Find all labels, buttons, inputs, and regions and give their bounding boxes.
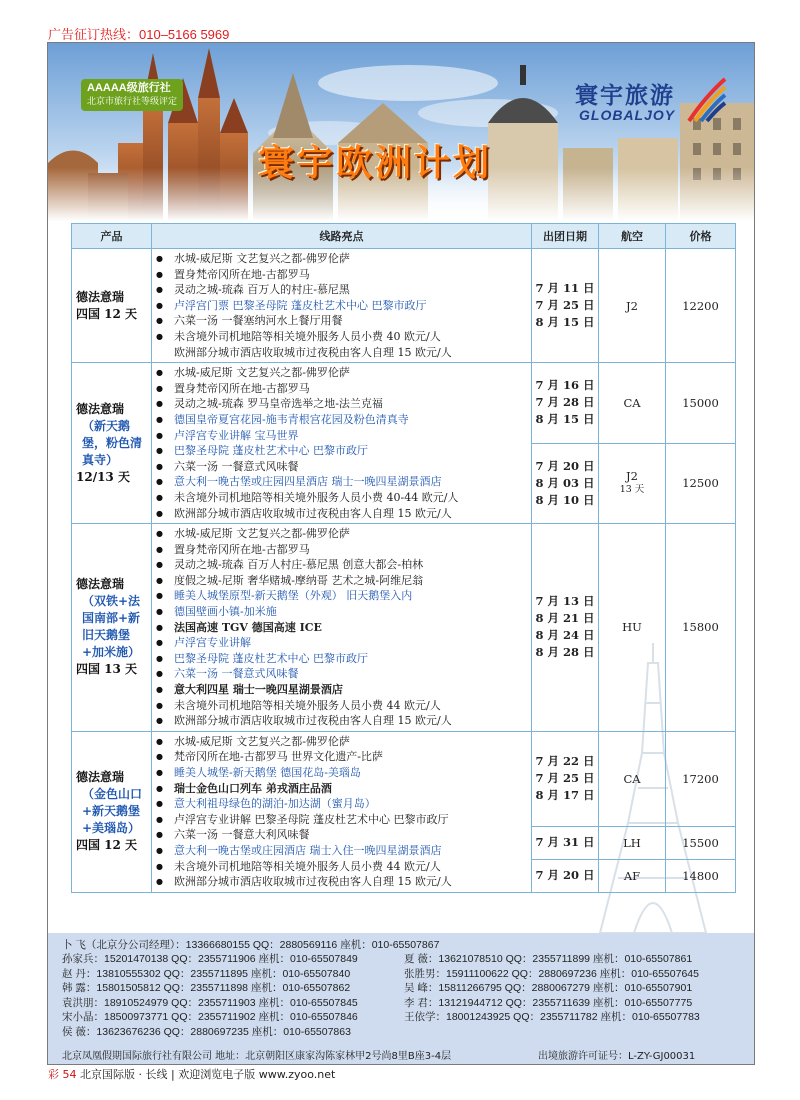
departure-date: 8 月 17 日 bbox=[535, 788, 595, 803]
highlight-text: 未含境外司机地陪等相关境外服务人员小费 40 欧元/人 bbox=[174, 329, 441, 343]
highlight-item bbox=[156, 604, 527, 620]
bullet-icon: ● bbox=[156, 768, 163, 777]
contact-entry: 袁洪朋：18910524979 QQ：2355711903 座机：010-65507845 bbox=[62, 996, 358, 1009]
departure-date: 7 月 13 日 bbox=[535, 594, 595, 609]
highlight-text: 六菜一汤 一餐塞纳河水上餐厅用餐 bbox=[174, 314, 343, 328]
highlight-text: 置身梵帝冈所在地-古都罗马 bbox=[174, 542, 310, 556]
highlight-text: 卢浮宫专业讲解 宝马世界 bbox=[174, 428, 299, 442]
highlight-item bbox=[156, 251, 527, 267]
edition-label: 北京国际版 · 长线 bbox=[80, 1068, 168, 1081]
contact-panel bbox=[48, 933, 754, 1064]
highlight-text: 水城-威尼斯 文艺复兴之都-佛罗伦萨 bbox=[174, 252, 350, 265]
highlight-item bbox=[156, 267, 527, 283]
route-table bbox=[71, 223, 736, 893]
footer-divider: | bbox=[171, 1068, 175, 1081]
highlight-item bbox=[156, 396, 527, 412]
contact-entry: 侯 薇：13623676236 QQ：2880697235 座机：010-65507863 bbox=[62, 1025, 351, 1038]
airline-code: CA bbox=[623, 395, 641, 410]
highlight-item bbox=[156, 329, 527, 345]
price-cell: 12200 bbox=[666, 249, 736, 363]
bullet-icon: ● bbox=[156, 316, 163, 326]
header-product: 产品 bbox=[72, 224, 152, 249]
bullet-icon: ● bbox=[156, 861, 163, 871]
product-duration: 四国 12 天 bbox=[76, 838, 138, 853]
airline-code: HU bbox=[622, 620, 642, 635]
bullet-icon: ● bbox=[156, 508, 163, 518]
highlight-text: 置身梵帝冈所在地-古都罗马 bbox=[174, 267, 310, 281]
departure-date: 8 月 10 日 bbox=[535, 492, 595, 507]
highlight-item bbox=[156, 365, 527, 381]
highlight-item bbox=[156, 859, 527, 875]
highlight-text: 六菜一汤 一餐意式风味餐 bbox=[174, 667, 299, 681]
highlight-text: 灵动之城-琉森 罗马皇帝选举之地-法兰克福 bbox=[174, 397, 383, 411]
highlight-item bbox=[156, 651, 527, 667]
bullet-icon: ● bbox=[156, 782, 163, 793]
highlight-text: 法国高速 TGV 德国高速 ICE bbox=[174, 620, 322, 634]
highlight-text: 未含境外司机地陪等相关境外服务人员小费 40-44 欧元/人 bbox=[174, 490, 459, 504]
highlight-item bbox=[156, 765, 527, 781]
route-row bbox=[72, 731, 736, 826]
highlight-text: 未含境外司机地陪等相关境外服务人员小费 44 欧元/人 bbox=[174, 859, 441, 873]
highlight-text: 卢浮宫门票 巴黎圣母院 蓬皮杜艺术中心 巴黎市政厅 bbox=[174, 298, 427, 312]
product-description: （双铁+法国南部+新旧天鹅堡+加米施） bbox=[82, 594, 141, 660]
highlight-text: 梵帝冈所在地-古都罗马 世界文化遗产-比萨 bbox=[174, 750, 383, 764]
departure-date: 7 月 11 日 bbox=[535, 281, 595, 296]
highlight-text: 欧洲部分城市酒店收取城市过夜税由客人自理 15 欧元/人 bbox=[174, 714, 452, 728]
bullet-icon: ● bbox=[156, 430, 163, 440]
highlight-item bbox=[156, 459, 527, 475]
highlight-item bbox=[156, 412, 527, 428]
bullet-icon: ● bbox=[156, 830, 163, 840]
highlight-item bbox=[156, 345, 527, 361]
price-cell: 15800 bbox=[666, 524, 736, 732]
bullet-icon: ● bbox=[156, 254, 163, 263]
highlight-item bbox=[156, 542, 527, 558]
highlight-text: 灵动之城-琉森 百万人村庄-慕尼黑 创意大都会-柏林 bbox=[174, 558, 424, 572]
price-cell: 17200 bbox=[666, 731, 736, 826]
highlight-text: 卢浮宫专业讲解 巴黎圣母院 蓬皮杜艺术中心 巴黎市政厅 bbox=[174, 812, 449, 826]
bullet-icon: ● bbox=[156, 653, 163, 663]
product-cell bbox=[72, 731, 152, 892]
contact-entry: 宋小晶：18500973771 QQ：2355711902 座机：010-65507846 bbox=[62, 1011, 358, 1023]
aaaaa-agency-badge bbox=[81, 79, 183, 111]
departure-dates-cell bbox=[532, 731, 599, 826]
airline-code: J2 bbox=[626, 469, 638, 484]
airline-code: AF bbox=[623, 868, 641, 883]
highlight-item bbox=[156, 698, 527, 714]
bullet-icon: ● bbox=[156, 877, 163, 887]
bullet-icon: ● bbox=[156, 414, 163, 424]
highlight-text: 未含境外司机地陪等相关境外服务人员小费 44 欧元/人 bbox=[174, 698, 441, 712]
product-cell bbox=[72, 249, 152, 363]
bullet-icon: ● bbox=[156, 716, 163, 726]
highlight-text: 灵动之城-琉森 百万人的村庄-慕尼黑 bbox=[174, 283, 350, 297]
airline-duration-note: 13 天 bbox=[619, 484, 645, 496]
contact-entry: 夏 薇：13621078510 QQ：2355711899 座机：010-65507861 bbox=[404, 953, 693, 965]
highlight-item bbox=[156, 313, 527, 329]
highlight-text: 度假之城-尼斯 奢华赌城-摩纳哥 艺术之城-阿维尼翁 bbox=[174, 573, 424, 587]
bullet-icon: ● bbox=[156, 591, 163, 601]
bullet-icon: ● bbox=[156, 684, 163, 695]
contact-entry: 张胜男：15911100622 QQ：2880697236 座机：010-65507645 bbox=[404, 967, 699, 980]
price-cell: 15000 bbox=[666, 363, 736, 443]
highlight-item bbox=[156, 428, 527, 444]
bullet-icon: ● bbox=[156, 383, 163, 393]
highlight-text: 德国皇帝夏宫花园-施韦青根宫花园及粉色清真寺 bbox=[174, 412, 409, 426]
bullet-icon: ● bbox=[156, 368, 163, 378]
highlight-item bbox=[156, 474, 527, 490]
airline-cell bbox=[599, 249, 666, 363]
departure-dates-cell bbox=[532, 524, 599, 732]
product-cell bbox=[72, 363, 152, 524]
highlight-item bbox=[156, 557, 527, 573]
airline-cell bbox=[599, 524, 666, 732]
airline-code: CA bbox=[623, 771, 641, 786]
departure-date: 7 月 31 日 bbox=[535, 835, 595, 850]
page-footer bbox=[48, 1066, 335, 1082]
airline-code: LH bbox=[623, 835, 641, 850]
table-header-row bbox=[72, 224, 736, 249]
bullet-icon: ● bbox=[156, 544, 163, 554]
highlight-text: 意大利一晚古堡或庄园酒店 瑞士入住一晚四星湖景酒店 bbox=[174, 843, 442, 857]
highlight-text: 欧洲部分城市酒店收取城市过夜税由客人自理 15 欧元/人 bbox=[174, 875, 452, 889]
departure-date: 7 月 28 日 bbox=[535, 395, 595, 410]
product-duration: 四国 12 天 bbox=[76, 306, 138, 321]
highlight-text: 意大利祖母绿色的湖泊-加达湖（蜜月岛） bbox=[174, 797, 376, 811]
highlight-item bbox=[156, 298, 527, 314]
highlight-text: 水城-威尼斯 文艺复兴之都-佛罗伦萨 bbox=[174, 366, 350, 380]
bullet-icon: ● bbox=[156, 752, 163, 762]
highlight-text: 瑞士金色山口列车 弟戎酒庄品酒 bbox=[174, 781, 332, 795]
highlight-item bbox=[156, 713, 527, 729]
bullet-icon: ● bbox=[156, 269, 163, 279]
highlight-text: 卢浮宫专业讲解 bbox=[174, 636, 251, 650]
departure-date: 8 月 15 日 bbox=[535, 315, 595, 330]
departure-dates-cell bbox=[532, 443, 599, 523]
page-number: 彩 54 bbox=[48, 1068, 77, 1081]
route-table-wrapper bbox=[71, 223, 735, 893]
highlight-item bbox=[156, 282, 527, 298]
highlight-item bbox=[156, 381, 527, 397]
header-price: 价格 bbox=[666, 224, 736, 249]
bullet-icon: ● bbox=[156, 446, 163, 456]
departure-dates-cell bbox=[532, 249, 599, 363]
airline-cell bbox=[599, 363, 666, 443]
price-cell: 12500 bbox=[666, 443, 736, 523]
highlight-text: 睡美人城堡原型-新天鹅堡（外观） 旧天鹅堡入内 bbox=[174, 589, 413, 603]
bullet-icon: ● bbox=[156, 477, 163, 487]
contact-entry: 王依学：18001243925 QQ：2355711782 座机：010-65507783 bbox=[404, 1011, 700, 1023]
highlight-item bbox=[156, 526, 527, 542]
highlight-text: 巴黎圣母院 蓬皮杜艺术中心 巴黎市政厅 bbox=[174, 651, 368, 665]
highlight-text: 意大利四星 瑞士一晚四星湖景酒店 bbox=[174, 683, 343, 697]
product-description: （新天鹅堡，粉色清真寺） bbox=[82, 418, 143, 467]
bullet-icon: ● bbox=[156, 700, 163, 710]
contact-entry: 韩 露：15801505812 QQ：2355711898 座机：010-65507862 bbox=[62, 982, 351, 994]
highlight-item bbox=[156, 682, 527, 698]
highlight-item bbox=[156, 490, 527, 506]
highlight-item bbox=[156, 635, 527, 651]
bullet-icon: ● bbox=[156, 845, 163, 855]
bullet-icon: ● bbox=[156, 285, 163, 295]
badge-rating: AAAAA级旅行社 bbox=[87, 82, 171, 94]
ad-hotline: 广告征订热线：010–5166 5969 bbox=[48, 27, 230, 42]
highlight-text: 置身梵帝冈所在地-古都罗马 bbox=[174, 381, 310, 395]
bullet-icon: ● bbox=[156, 560, 163, 570]
highlight-item bbox=[156, 812, 527, 828]
banner-title: 寰宇欧洲计划 bbox=[258, 143, 493, 184]
highlight-text: 六菜一汤 一餐意式风味餐 bbox=[174, 459, 299, 473]
bullet-icon: ● bbox=[156, 461, 163, 471]
airline-code: J2 bbox=[626, 298, 638, 313]
highlight-text: 水城-威尼斯 文艺复兴之都-佛罗伦萨 bbox=[174, 734, 350, 748]
contact-entry: 李 君：13121944712 QQ：2355711639 座机：010-65507775 bbox=[404, 996, 693, 1009]
departure-dates-cell bbox=[532, 826, 599, 859]
highlight-text: 六菜一汤 一餐意大利风味餐 bbox=[174, 828, 310, 842]
highlight-text: 意大利一晚古堡或庄园四星酒店 瑞士一晚四星湖景酒店 bbox=[174, 475, 442, 489]
contact-entry: 孙家兵：15201470138 QQ：2355711906 座机：010-65507849 bbox=[62, 953, 358, 965]
departure-dates-cell bbox=[532, 363, 599, 443]
bullet-icon: ● bbox=[156, 736, 163, 746]
bullet-icon: ● bbox=[156, 607, 163, 617]
product-name: 德法意瑞 bbox=[76, 770, 125, 785]
product-name: 德法意瑞 bbox=[76, 289, 125, 304]
product-description: （金色山口+新天鹅堡+美瑙岛） bbox=[82, 787, 143, 836]
highlight-item bbox=[156, 827, 527, 843]
highlight-text: 水城-威尼斯 文艺复兴之都-佛罗伦萨 bbox=[174, 527, 350, 541]
highlight-text: 德国壁画小镇-加米施 bbox=[174, 605, 277, 619]
product-name: 德法意瑞 bbox=[76, 401, 125, 416]
banner bbox=[48, 43, 754, 221]
price-cell: 14800 bbox=[666, 859, 736, 892]
globaljoy-logo bbox=[575, 77, 725, 133]
product-duration: 12/13 天 bbox=[76, 469, 130, 484]
bullet-icon: ● bbox=[156, 799, 163, 809]
header-departure-date: 出团日期 bbox=[532, 224, 599, 249]
highlight-item bbox=[156, 620, 527, 636]
departure-date: 7 月 16 日 bbox=[535, 378, 595, 393]
highlight-text: 巴黎圣母院 蓬皮杜艺术中心 巴黎市政厅 bbox=[174, 444, 368, 458]
highlight-item bbox=[156, 588, 527, 604]
airline-cell bbox=[599, 731, 666, 826]
airline-cell bbox=[599, 443, 666, 523]
bullet-icon: ● bbox=[156, 399, 163, 409]
route-row bbox=[72, 249, 736, 363]
departure-date: 8 月 24 日 bbox=[535, 628, 595, 643]
highlights-cell bbox=[152, 524, 532, 732]
company-address: 北京凤凰假期国际旅行社有限公司 地址：北京朝阳区康家沟陈家林甲2号尚8里B座3-4层 bbox=[62, 1051, 452, 1062]
product-duration: 四国 13 天 bbox=[76, 662, 138, 677]
highlight-item bbox=[156, 843, 527, 859]
departure-date: 7 月 25 日 bbox=[535, 298, 595, 313]
license-number: 出境旅游许可证号：L-ZY-GJ00031 bbox=[538, 1051, 696, 1062]
contact-manager: 卜 飞（北京分公司经理）：13366680155 QQ：2880569116 座机：010-65507867 bbox=[62, 939, 440, 951]
departure-dates-cell bbox=[532, 859, 599, 892]
contact-entry: 吴 峰：15811266795 QQ：2880067279 座机：010-65507901 bbox=[404, 982, 693, 994]
highlights-cell bbox=[152, 249, 532, 363]
highlights-cell bbox=[152, 731, 532, 892]
highlight-item bbox=[156, 781, 527, 797]
highlights-cell bbox=[152, 363, 532, 524]
route-row bbox=[72, 524, 736, 732]
highlight-text: 欧洲部分城市酒店收取城市过夜税由客人自理 15 欧元/人 bbox=[174, 345, 452, 359]
highlight-item bbox=[156, 874, 527, 890]
product-name: 德法意瑞 bbox=[76, 577, 125, 592]
departure-date: 8 月 15 日 bbox=[535, 412, 595, 427]
highlight-text: 睡美人城堡-新天鹅堡 德国花岛-美瑙岛 bbox=[174, 766, 361, 779]
bullet-icon: ● bbox=[156, 529, 163, 539]
bullet-icon: ● bbox=[156, 621, 163, 632]
departure-date: 8 月 28 日 bbox=[535, 645, 595, 660]
highlight-item bbox=[156, 666, 527, 682]
bullet-icon: ● bbox=[156, 814, 163, 824]
price-cell: 15500 bbox=[666, 826, 736, 859]
page-frame bbox=[47, 42, 755, 1065]
bullet-icon: ● bbox=[156, 300, 163, 310]
bullet-icon: ● bbox=[156, 492, 163, 502]
departure-date: 7 月 25 日 bbox=[535, 771, 595, 786]
badge-authority: 北京市旅行社等级评定 bbox=[87, 96, 178, 106]
website-note: 欢迎浏览电子版 www.zyoo.net bbox=[178, 1068, 336, 1081]
departure-date: 8 月 03 日 bbox=[535, 475, 595, 490]
product-cell bbox=[72, 524, 152, 732]
departure-date: 7 月 20 日 bbox=[535, 868, 595, 883]
logo-chinese-name: 寰宇旅游 bbox=[575, 83, 675, 109]
header-airline: 航空 bbox=[599, 224, 666, 249]
airline-cell bbox=[599, 859, 666, 892]
logo-wing-icon bbox=[687, 77, 727, 123]
highlight-item bbox=[156, 573, 527, 589]
highlight-item bbox=[156, 443, 527, 459]
highlight-text: 欧洲部分城市酒店收取城市过夜税由客人自理 15 欧元/人 bbox=[174, 506, 452, 520]
header-highlights: 线路亮点 bbox=[152, 224, 532, 249]
highlight-item bbox=[156, 734, 527, 750]
bullet-icon: ● bbox=[156, 575, 163, 585]
logo-english-name: GLOBALJOY bbox=[579, 107, 676, 123]
highlight-item bbox=[156, 506, 527, 522]
contact-entry: 赵 丹：13810555302 QQ：2355711895 座机：010-65507840 bbox=[62, 967, 351, 980]
bullet-icon: ● bbox=[156, 638, 163, 648]
airline-cell bbox=[599, 826, 666, 859]
departure-date: 7 月 20 日 bbox=[535, 458, 595, 473]
highlight-item bbox=[156, 796, 527, 812]
bullet-icon: ● bbox=[156, 669, 163, 679]
bullet-icon: ● bbox=[156, 331, 163, 341]
departure-date: 7 月 22 日 bbox=[535, 754, 595, 769]
highlight-item bbox=[156, 749, 527, 765]
route-row bbox=[72, 363, 736, 443]
departure-date: 8 月 21 日 bbox=[535, 611, 595, 626]
